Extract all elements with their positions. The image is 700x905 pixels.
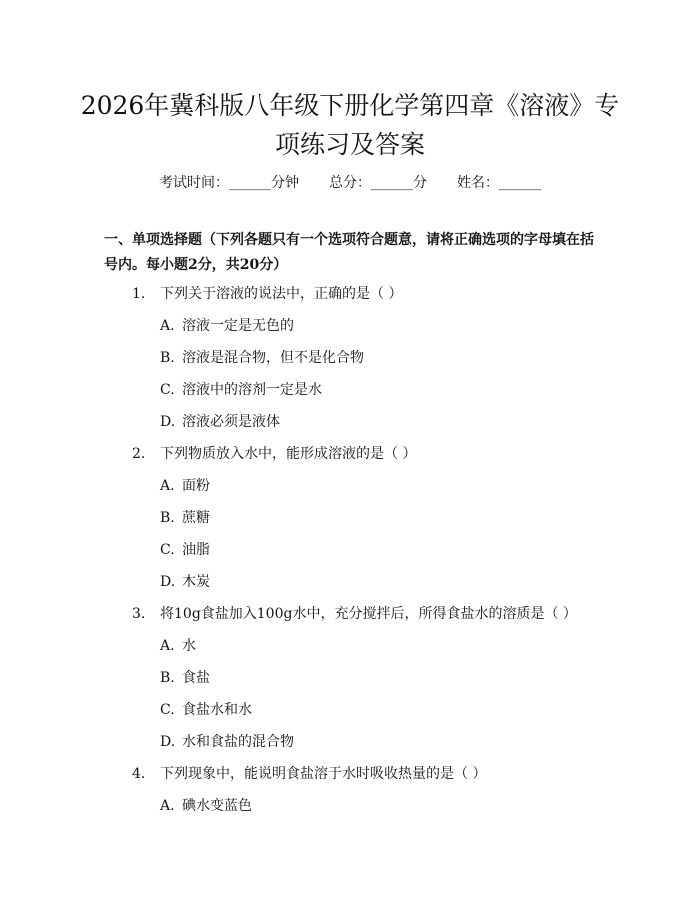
option-text: 面粉 xyxy=(182,478,210,494)
time-unit: 分钟 xyxy=(271,175,299,191)
option-3a xyxy=(160,635,196,655)
option-1d xyxy=(160,411,280,431)
score-blank: ______ xyxy=(371,175,413,191)
option-text: 溶液是混合物，但不是化合物 xyxy=(182,350,364,366)
option-letter: A. xyxy=(160,798,175,814)
question-number: 1. xyxy=(132,286,146,302)
question-1 xyxy=(132,283,402,303)
question-4 xyxy=(132,763,486,783)
option-3d xyxy=(160,731,294,751)
option-letter: D. xyxy=(160,574,176,590)
option-letter: B. xyxy=(160,510,175,526)
name-blank: ______ xyxy=(499,175,541,191)
option-text: 蔗糖 xyxy=(182,510,210,526)
option-letter: C. xyxy=(160,542,175,558)
option-letter: B. xyxy=(160,670,175,686)
question-2 xyxy=(132,443,416,463)
score-label: 总分： xyxy=(329,175,371,191)
option-letter: D. xyxy=(160,414,176,430)
question-text: 下列物质放入水中，能形成溶液的是（ ） xyxy=(160,446,417,462)
exam-meta-line xyxy=(0,172,700,192)
option-text: 溶液必须是液体 xyxy=(182,414,280,430)
option-letter: D. xyxy=(160,734,176,750)
question-number: 3. xyxy=(132,606,146,622)
option-letter: A. xyxy=(160,318,175,334)
option-text: 木炭 xyxy=(182,574,210,590)
option-text: 水 xyxy=(182,638,196,654)
option-text: 溶液中的溶剂一定是水 xyxy=(182,382,322,398)
option-text: 碘水变蓝色 xyxy=(182,798,252,814)
option-text: 水和食盐的混合物 xyxy=(182,734,294,750)
time-label: 考试时间： xyxy=(159,175,229,191)
score-unit: 分 xyxy=(413,175,427,191)
option-text: 食盐水和水 xyxy=(182,702,252,718)
question-text: 将10g食盐加入100g水中，充分搅拌后，所得食盐水的溶质是（ ） xyxy=(160,606,577,622)
option-letter: A. xyxy=(160,478,175,494)
question-number: 4. xyxy=(132,766,146,782)
option-text: 溶液一定是无色的 xyxy=(182,318,294,334)
option-3c xyxy=(160,699,252,719)
time-blank: ______ xyxy=(229,175,271,191)
option-1b xyxy=(160,347,364,367)
option-1a xyxy=(160,315,294,335)
option-text: 食盐 xyxy=(182,670,210,686)
option-letter: C. xyxy=(160,702,175,718)
section-heading: 一、单项选择题（下列各题只有一个选项符合题意，请将正确选项的字母填在括号内。每小题2分，共20分） xyxy=(104,232,594,273)
question-text: 下列关于溶液的说法中，正确的是（ ） xyxy=(160,286,403,302)
option-letter: A. xyxy=(160,638,175,654)
question-3 xyxy=(132,603,577,623)
option-3b xyxy=(160,667,210,687)
option-1c xyxy=(160,379,322,399)
option-letter: B. xyxy=(160,350,175,366)
question-text: 下列现象中，能说明食盐溶于水时吸收热量的是（ ） xyxy=(160,766,487,782)
question-number: 2. xyxy=(132,446,146,462)
option-2a xyxy=(160,475,210,495)
option-2b xyxy=(160,507,210,527)
option-text: 油脂 xyxy=(182,542,210,558)
option-2d xyxy=(160,571,210,591)
document-title: 2026年冀科版八年级下册化学第四章《溶液》专项练习及答案 xyxy=(80,91,620,159)
name-label: 姓名： xyxy=(457,175,499,191)
option-letter: C. xyxy=(160,382,175,398)
option-2c xyxy=(160,539,210,559)
option-4a xyxy=(160,795,252,815)
